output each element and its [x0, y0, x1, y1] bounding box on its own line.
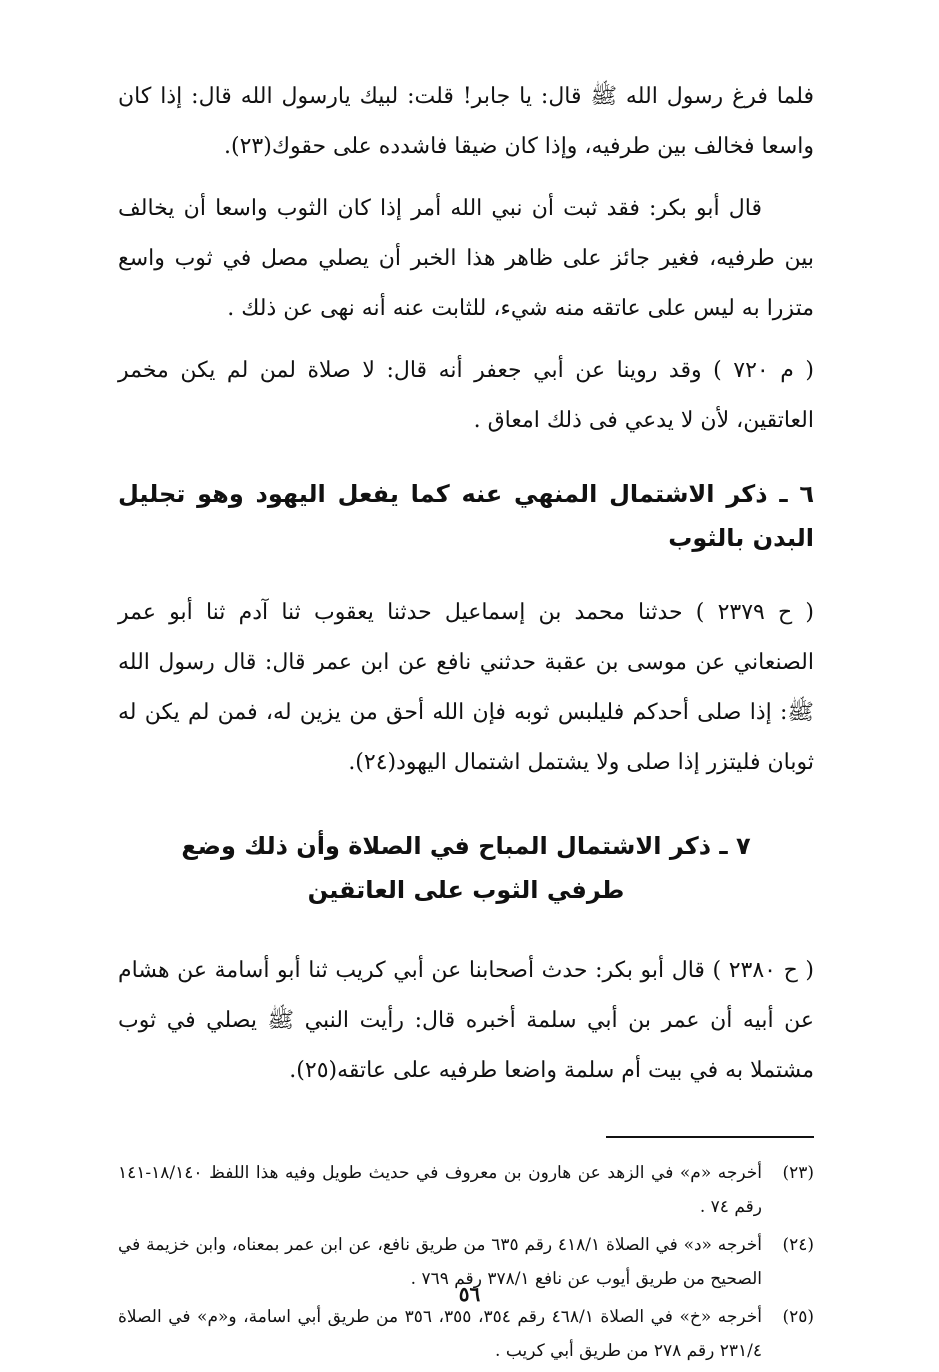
page-body	[118, 72, 814, 1372]
footnote-text: أخرجه «م» في الزهد عن هارون بن معروف في حديث طويل وفيه هذا اللفظ ١٨/١٤٠-١٤١ رقم ٧٤ .	[118, 1163, 762, 1217]
section-heading-7	[118, 824, 814, 912]
footnote-25	[118, 1300, 814, 1368]
footnote-divider	[606, 1136, 814, 1138]
paragraph-hadith-2379: ( ح ٢٣٧٩ ) حدثنا محمد بن إسماعيل حدثنا يعقوب ثنا آدم ثنا أبو عمر الصنعاني عن موسى بن عقبة حدثني نافع عن ابن عمر قال: قال رسول الله ﷺ: إذا صلى أحدكم فليلبس ثوبه فإن الله أحق من يزين له، فمن لم يكن له ثوبان فليتزر إذا صلى ولا يشتمل اشتمال اليهود(٢٤).	[118, 600, 814, 775]
footnote-number: (٢٥)	[782, 1307, 814, 1327]
section-heading-7-line-2: طرفي الثوب على العاتقين	[307, 876, 625, 904]
paragraph-3: ( م ٧٢٠ ) وقد روينا عن أبي جعفر أنه قال: لا صلاة لمن لم يكن مخمر العاتقين، لأن لا يدعي فى ذلك امعاق .	[118, 358, 814, 433]
paragraph-1: فلما فرغ رسول الله ﷺ قال: يا جابر! قلت: لبيك يارسول الله قال: إذا كان واسعا فخالف بين طرفيه، وإذا كان ضيقا فاشدده على حقوك(٢٣).	[118, 84, 814, 159]
section-heading-6: ٦ ـ ذكر الاشتمال المنهي عنه كما يفعل اليهود وهو تجليل البدن بالثوب	[118, 480, 814, 552]
paragraph-hadith-2380: ( ح ٢٣٨٠ ) قال أبو بكر: حدث أصحابنا عن أبي كريب ثنا أبو أسامة عن هشام عن أبيه أن عمر بن أبي سلمة أخبره قال: رأيت النبي ﷺ يصلي في ثوب مشتملا به في بيت أم سلمة واضعا طرفيه على عاتقه(٢٥).	[118, 958, 814, 1083]
page-number: ٥٦	[458, 1282, 481, 1306]
footnote-23	[118, 1156, 814, 1224]
footnote-number: (٢٤)	[782, 1235, 814, 1255]
paragraph-2: قال أبو بكر: فقد ثبت أن نبي الله أمر إذا كان الثوب واسعا أن يخالف بين طرفيه، فغير جائز على ظاهر هذا الخبر أن يصلي مصل في ثوب واسع متزرا به ليس على عاتقه منه شيء، للثابت عنه أنه نهى عن ذلك .	[118, 196, 814, 321]
section-heading-7-line-1: ٧ ـ ذكر الاشتمال المباح في الصلاة وأن ذلك وضع	[181, 832, 751, 860]
footnote-text: أخرجه «د» في الصلاة ٤١٨/١ رقم ٦٣٥ من طريق نافع، عن ابن عمر بمعناه، وابن خزيمة في الصحيح من طريق أيوب عن نافع ٣٧٨/١ رقم ٧٦٩ .	[118, 1235, 762, 1289]
footnote-number: (٢٣)	[782, 1163, 814, 1183]
footnote-text: أخرجه «خ» في الصلاة ٤٦٨/١ رقم ٣٥٤، ٣٥٥، ٣٥٦ من طريق أبي اسامة، و«م» في الصلاة ٢٣١/٤ رقم ٢٧٨ من طريق أبي كريب .	[118, 1307, 763, 1361]
